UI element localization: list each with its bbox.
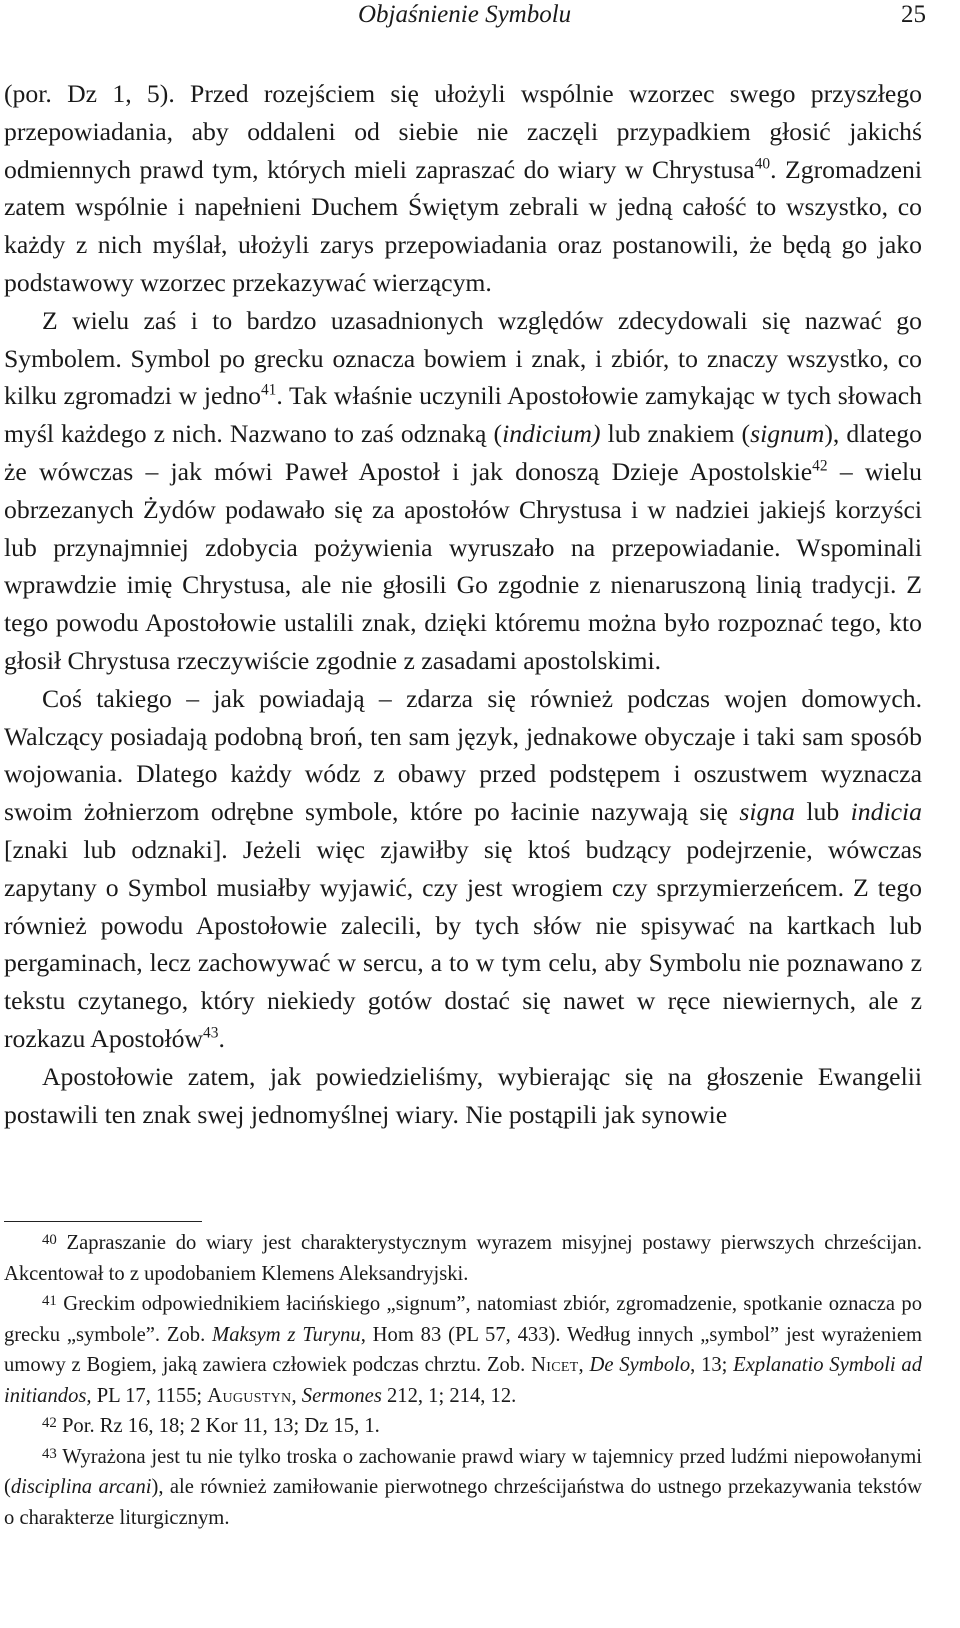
footnote-text: ), ale również zamiłowanie pierwotnego chrześcijaństwa do ustnego przekazywania tekstów o charakterze liturgicznym. <box>4 1476 922 1529</box>
footnote-text: PL 17, 1155; <box>91 1384 208 1407</box>
main-text <box>4 75 922 1133</box>
italic-citation: Maksym z Turynu <box>212 1323 361 1346</box>
footnote-text: Wyrażona jest tu nie tylko troska o zachowanie prawd wiary w tajemnicy przed ludźmi niepowołanymi ( <box>4 1445 922 1498</box>
footnote-text: Greckim odpowiednikiem łacińskiego „signum”, natomiast zbiór, zgromadzenie, spotkanie oznacza po grecku „symbole”. Zob. <box>4 1293 922 1346</box>
text-run: (por. Dz 1, 5). Przed rozejściem się ułożyli wspólnie wzorzec swego przyszłego przepowiadania, aby oddaleni od siebie nie zaczęli przypadkiem głosić jakichś odmiennych prawd tym, których mieli zapraszać do wiary w Chrystusa <box>4 79 922 184</box>
text-run: lub znakiem ( <box>600 419 751 449</box>
running-head <box>0 0 960 40</box>
page-number: 25 <box>901 1 926 28</box>
paragraph-4 <box>4 1058 922 1134</box>
text-run: lub <box>795 797 851 827</box>
author-smallcaps: Nicet <box>531 1354 579 1376</box>
author-smallcaps: Augustyn <box>207 1384 292 1407</box>
italic-citation: disciplina arcani <box>10 1476 152 1498</box>
footnote-number: 43 <box>42 1445 57 1462</box>
footnote-number: 42 <box>42 1414 57 1431</box>
italic-term: signum <box>750 419 825 449</box>
footnote-text: , <box>578 1354 590 1376</box>
text-run: Apostołowie zatem, jak powiedzieliśmy, wybierając się na głoszenie Ewangelii postawili ten znak swej jednomyślnej wiary. Nie postąpili jak synowie <box>4 1061 922 1129</box>
paragraph-2 <box>4 302 922 680</box>
text-run: . <box>218 1023 225 1053</box>
text-run: . Zgromadzeni zatem wspólnie i napełnieni Duchem Świętym zebrali w jedną całość to wszystko, co każdy z nich myślał, ułożyli zarys przepowiadania oraz postanowili, że będą go jako podstawowy wzorzec przekazywać wierzącym. <box>4 154 922 297</box>
italic-term: indicium) <box>502 419 601 449</box>
footnote-43 <box>4 1442 922 1534</box>
italic-citation: Sermones <box>301 1384 382 1407</box>
footnote-41 <box>4 1289 922 1411</box>
text-run: Coś takiego – jak powiadają – zdarza się również podczas wojen domowych. Walczący posiadają podobną broń, ten sam język, jednakowe obyczaje i taki sam sposób wojowania. Dlatego każdy wódz z obawy przed podstępem i oszustwem wyznacza swoim żołnierzom odrębne symbole, które po łacinie nazywają się <box>4 683 922 827</box>
paragraph-1 <box>4 75 922 302</box>
footnote-text: , <box>291 1384 302 1407</box>
text-run: – wielu obrzezanych Żydów podawało się za apostołów Chrystusa i w nadziei jakiejś korzyści lub przynajmniej zdobycia pożywienia wyruszało na przepowiadanie. Wspominali wprawdzie imię Chrystusa, ale nie głosili Go zgodnie z nienaruszoną linią tradycji. Z tego powodu Apostołowie ustalili znak, dzięki któremu można było rozpoznać tego, kto głosił Chrystusa rzeczywiście zgodnie z zasadami apostolskimi. <box>4 456 922 675</box>
footnote-number: 40 <box>42 1231 57 1248</box>
footnote-text: Por. Rz 16, 18; 2 Kor 11, 13; Dz 15, 1. <box>56 1415 380 1437</box>
footnote-ref-42[interactable]: 42 <box>812 457 828 475</box>
italic-term: signa <box>739 797 796 827</box>
footnote-divider <box>4 1221 202 1222</box>
running-head-title: Objaśnienie Symbolu <box>358 1 572 28</box>
text-run: ), dlatego że wówczas – jak mówi Paweł Apostoł i jak donoszą Dzieje Apostolskie <box>4 419 922 486</box>
text-run: [znaki lub odznaki]. Jeżeli więc zjawiłby się ktoś budzący podejrzenie, wówczas zapytany o Symbol musiałby wyjawić, czy jest wrogiem czy sprzymierzeńcem. Z tego również powodu Apostołowie zalecili, by tych słów nie spisywać na kartkach lub pergaminach, lecz zachowywać w sercu, a to w tym celu, aby Symbolu nie poznawano z tekstu czytanego, który niekiedy gotów dostać się nawet w ręce niewiernych, ale z rozkazu Apostołów <box>4 834 922 1053</box>
italic-citation: De Symbolo <box>589 1354 691 1376</box>
footnote-number: 41 <box>42 1292 57 1309</box>
footnote-42 <box>4 1411 922 1442</box>
footnote-text: , 13; <box>690 1354 734 1376</box>
footnote-text: Zapraszanie do wiary jest charakterystycznym wyrazem misyjnej postawy pierwszych chrześcijan. Akcentował to z upodobaniem Klemens Aleksandryjski. <box>4 1232 922 1285</box>
footnote-ref-40[interactable]: 40 <box>754 155 771 173</box>
paragraph-3 <box>4 680 922 1058</box>
footnote-ref-41[interactable]: 41 <box>260 381 277 399</box>
footnote-40 <box>4 1228 922 1289</box>
italic-citation: Explanatio Symboli ad initiandos, <box>4 1354 923 1407</box>
footnotes <box>4 1228 922 1533</box>
text-run: . Tak właśnie uczynili Apostołowie zamykając w tych słowach myśl każdego z nich. Nazwano to zaś odznaką ( <box>4 381 922 449</box>
footnote-ref-43[interactable]: 43 <box>203 1024 219 1042</box>
footnote-text: , Hom 83 (PL 57, 433). Według innych „symbol” jest wyrażeniem umowy z Bogiem, jaką zawiera człowiek podczas chrztu. Zob. <box>4 1323 923 1376</box>
text-run: Z wielu zaś i to bardzo uzasadnionych względów zdecydowali się nazwać go Symbolem. Symbol po grecku oznacza bowiem i znak, i zbiór, to znaczy wszystko, co kilku zgromadzi w jedno <box>4 305 922 411</box>
footnote-text: 212, 1; 214, 12. <box>381 1384 517 1407</box>
italic-term: indicia <box>850 797 922 827</box>
